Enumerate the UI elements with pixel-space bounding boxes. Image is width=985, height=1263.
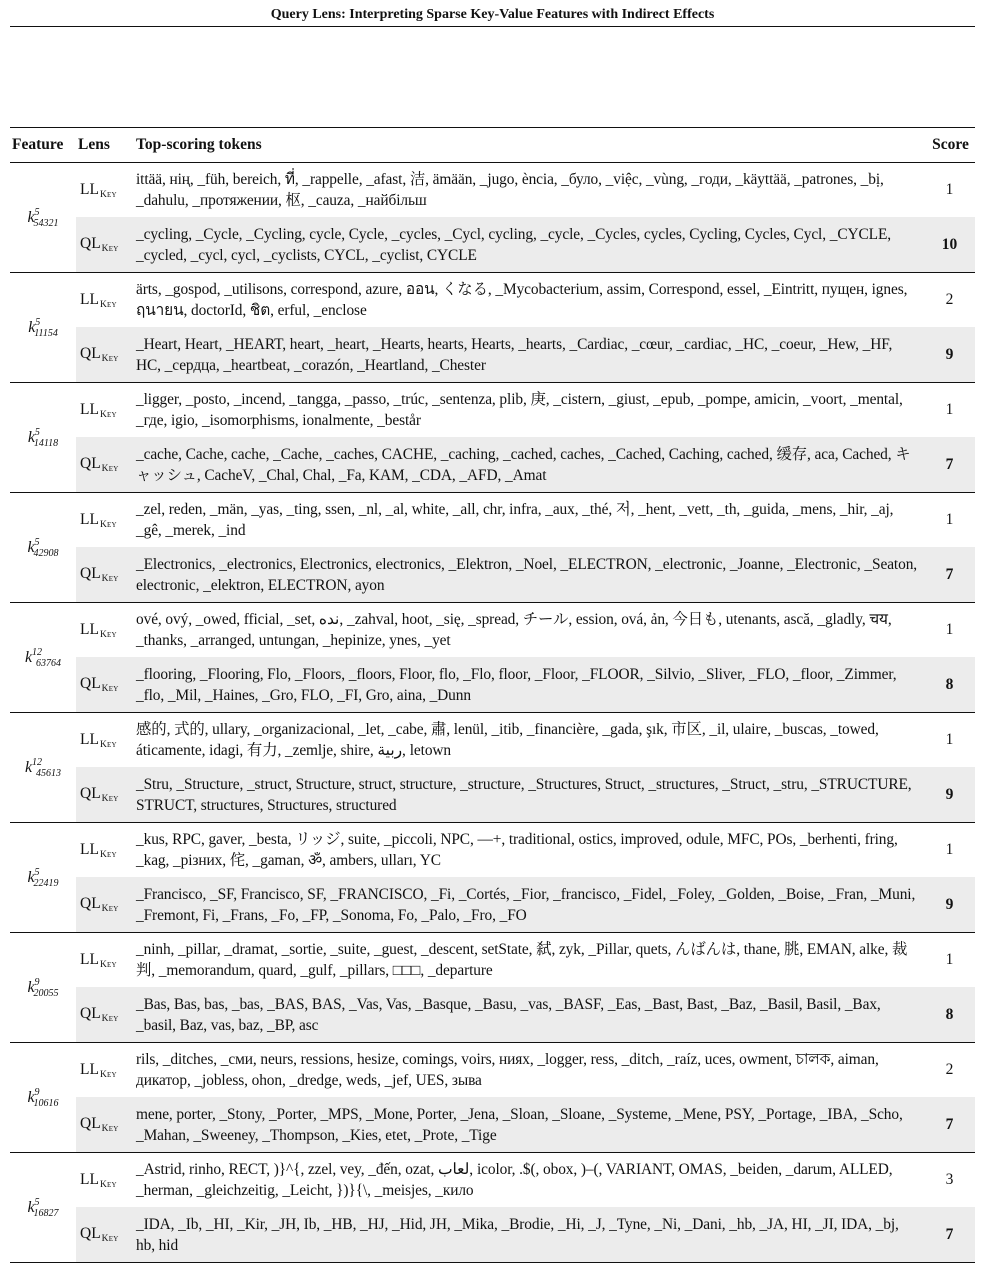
ll-tokens: _kus, RPC, gaver, _besta, リッジ, suite, _piccoli, NPC, —+, traditional, ostics, improved, odule, MFC, POs, _berhenti, fring, _kag, _різних, 侘, _gaman, ॐ, ambers, ulları, YC [136, 831, 898, 869]
lens-base: QL [80, 675, 101, 692]
lens-ql [76, 767, 134, 823]
lens-sub: Key [99, 1179, 117, 1190]
feature-layer: 5 [34, 866, 40, 878]
ql-tokens: _Francisco, _SF, Francisco, SF, _FRANCISCO, _Fi, _Cortés, _Fior, _francisco, _Fidel, _Foley, _Golden, _Boise, _Fran, _Muni, _Fremont, Fi, _Frans, _Fo, _FP, _Sonoma, Fo, _Palo, _Fro, _FO [134, 877, 924, 933]
lens-ll [76, 493, 134, 548]
lens-sub: Key [99, 1069, 117, 1080]
lens-sub: Key [101, 354, 119, 364]
table-row [10, 163, 975, 218]
ll-tokens: _zel, reden, _män, _yas, _ting, ssen, _nl, _al, white, _all, chr, infra, _aux, _thé, 저, _hent, _vett, _th, _guida, _mens, _hir, _aj, _gê, _merek, _ind [136, 501, 894, 539]
ql-score: 9 [924, 877, 975, 933]
ql-tokens: _Bas, Bas, bas, _bas, _BAS, BAS, _Vas, Vas, _Basque, _Basu, _vas, _BASF, _Eas, _Bast, Bast, _Baz, _Basil, Basil, _Bax, _basil, Baz, vas, baz, _BP, asc [134, 987, 924, 1043]
ll-score: 2 [945, 1061, 954, 1078]
lens-base: LL [80, 180, 99, 198]
table-row [10, 1097, 975, 1153]
feature-layer: 9 [34, 1086, 40, 1098]
ql-score: 9 [924, 327, 975, 383]
lens-base: QL [80, 345, 101, 362]
lens-ql [76, 657, 134, 713]
lens-sub: Key [99, 519, 117, 530]
lens-sub: Key [99, 849, 117, 860]
lens-ql [76, 877, 134, 933]
lens-base: QL [80, 565, 101, 582]
lens-base: LL [80, 620, 99, 638]
ll-tokens: _ligger, _posto, _incend, _tangga, _passo, _trúc, _sentenza, plib, 庚, _cistern, _giust, _epub, _pompe, amicin, _voort, _mental, _где, igio, _isomorphisms, ionalmente, _består [136, 391, 903, 429]
feature-layer: 12 [32, 756, 43, 768]
lens-base: QL [80, 455, 101, 472]
ll-tokens: _ninh, _pillar, _dramat, _sortie, _suite, _guest, _descent, setState, 弑, zyk, _Pillar, quets, んばんは, thane, 朓, EMAN, alke, 裁判, _memorandum, quard, _gulf, _pillars, □□□, _departure [136, 941, 908, 979]
lens-ll [76, 1043, 134, 1098]
ll-score: 3 [945, 1171, 954, 1188]
table-row [10, 1153, 975, 1208]
lens-ql [76, 987, 134, 1043]
feature-id [10, 273, 76, 383]
lens-sub: Key [99, 189, 117, 200]
header-rule [10, 26, 975, 27]
feature-base: k [27, 978, 35, 996]
table-row [10, 493, 975, 548]
lens-base: QL [80, 1005, 101, 1022]
lens-ll [76, 1153, 134, 1208]
table-row [10, 767, 975, 823]
lens-base: LL [80, 950, 99, 968]
feature-base: k [27, 1198, 35, 1216]
header-score: Score [932, 136, 969, 153]
feature-layer: 5 [35, 316, 41, 328]
lens-base: LL [80, 400, 99, 418]
lens-base: LL [80, 1170, 99, 1188]
feature-base: k [27, 428, 35, 446]
table-row [10, 713, 975, 768]
ql-tokens: mene, porter, _Stony, _Porter, _MPS, _Mone, Porter, _Jena, _Sloan, _Sloane, _Systeme, _Mene, PSY, _Portage, _IBA, _Scho, _Mahan, _Sweeney, _Thompson, _Kies, etet, _Prote, _Tige [134, 1097, 924, 1153]
table-row [10, 1043, 975, 1098]
feature-id [10, 603, 76, 713]
feature-index: 45613 [36, 767, 62, 779]
feature-layer: 5 [34, 426, 40, 438]
feature-base: k [28, 318, 36, 336]
feature-id [10, 1043, 76, 1153]
ql-score: 7 [924, 437, 975, 493]
ql-score: 8 [924, 987, 975, 1043]
lens-base: LL [80, 730, 99, 748]
lens-sub: Key [101, 244, 119, 254]
feature-base: k [24, 758, 33, 776]
header-tokens: Top-scoring tokens [136, 136, 262, 153]
lens-base: QL [80, 1115, 101, 1132]
ll-score: 1 [945, 841, 954, 858]
feature-index: 14118 [33, 437, 59, 449]
lens-sub: Key [99, 629, 117, 640]
table-row [10, 217, 975, 273]
feature-layer: 5 [34, 1196, 40, 1208]
ql-tokens: _cycling, _Cycle, _Cycling, cycle, Cycle, _cycles, _Cycl, cycling, _cycle, _Cycles, cycles, Cycling, Cycles, Cycl, _CYCLE, _cycled, _cycl, cycl, _cyclists, CYCL, _cyclist, CYCLE [134, 217, 924, 273]
ql-score: 10 [924, 217, 975, 273]
lens-ll [76, 933, 134, 988]
ql-tokens: _flooring, _Flooring, Flo, _Floors, _floors, Floor, flo, _Flo, floor, _Floor, _FLOOR, _Silvio, _Sliver, _FLO, _floor, _Zimmer, _flo, _Mil, _Haines, _Gro, FLO, _FI, Gro, aina, _Dunn [134, 657, 924, 713]
table-row [10, 273, 975, 328]
feature-id [10, 383, 76, 493]
ql-tokens: _Stru, _Structure, _struct, Structure, struct, structure, _structure, _Structures, Struct, _structures, _Struct, _stru, _STRUCTURE, STRUCT, structures, Structures, structured [134, 767, 924, 823]
lens-base: LL [80, 1060, 99, 1078]
feature-index: 20055 [33, 987, 59, 999]
lens-base: QL [80, 785, 101, 802]
feature-base: k [27, 208, 35, 226]
feature-layer: 5 [34, 206, 40, 218]
feature-id [10, 933, 76, 1043]
table-header-row [10, 128, 975, 163]
lens-ql [76, 1207, 134, 1263]
table-row [10, 327, 975, 383]
header-feature: Feature [12, 136, 64, 153]
ql-score: 9 [924, 767, 975, 823]
ll-score: 2 [945, 291, 954, 308]
feature-index: 22419 [33, 877, 59, 889]
ll-tokens: ittää, нің, _füh, bereich, ที่, _rappelle, _afast, 洁, ämään, _jugo, ència, _було, _việc, _vùng, _годи, _käyttää, _patrones, _bị, _dahulu, _протяжении, 枢, _cauza, _найбільш [136, 171, 884, 209]
lens-sub: Key [101, 794, 119, 804]
table-row [10, 437, 975, 493]
lens-sub: Key [101, 904, 119, 914]
feature-index: 10616 [33, 1097, 59, 1109]
ql-score: 8 [924, 657, 975, 713]
lens-base: QL [80, 895, 101, 912]
lens-sub: Key [99, 959, 117, 970]
ll-tokens: ové, ový, _owed, fficial, _set, ندە, _zahval, hoot, _się, _spread, チール, ession, ová, ản, 今日も, utenants, ască, _gladly, चय, _thanks, _arranged, untungan, _hepinize, ynes, _yet [136, 611, 892, 649]
lens-ql [76, 327, 134, 383]
table-row [10, 933, 975, 988]
header-lens: Lens [78, 136, 110, 153]
feature-base: k [24, 648, 33, 666]
table-row [10, 823, 975, 878]
ql-score: 7 [924, 1207, 975, 1263]
feature-id [10, 1153, 76, 1263]
ll-score: 1 [945, 621, 954, 638]
ql-tokens: _Electronics, _electronics, Electronics, electronics, _Elektron, _Noel, _ELECTRON, _electronic, _Joanne, _Electronic, _Seaton, electronic, _elektron, ELECTRON, ayon [134, 547, 924, 603]
lens-base: LL [80, 290, 99, 308]
feature-id [10, 493, 76, 603]
table-row [10, 383, 975, 438]
feature-base: k [27, 538, 35, 556]
ll-tokens: rils, _ditches, _сми, neurs, ressions, hesize, comings, voirs, ниях, _logger, ress, _ditch, _raíz, uces, owment, চালক, aiman, дикатор, _jobless, ohon, _dredge, weds, _jef, UES, зыва [136, 1051, 879, 1089]
lens-sub: Key [101, 574, 119, 584]
table-row [10, 603, 975, 658]
lens-ll [76, 383, 134, 438]
lens-sub: Key [99, 299, 117, 310]
lens-ql [76, 547, 134, 603]
ll-score: 1 [945, 401, 954, 418]
lens-sub: Key [101, 1234, 119, 1244]
feature-base: k [27, 868, 35, 886]
ql-score: 7 [924, 1097, 975, 1153]
lens-sub: Key [101, 1014, 119, 1024]
lens-base: LL [80, 510, 99, 528]
lens-ll [76, 823, 134, 878]
lens-sub: Key [99, 739, 117, 750]
table-body [10, 163, 975, 1263]
lens-sub: Key [101, 1124, 119, 1134]
ll-tokens: ärts, _gospod, _utilisons, correspond, azure, ออน, くなる, _Mycobacterium, assim, Correspond, essel, _Eintritt, пущен, ignes, ฤนายน, doctorId, ชิต, erful, _enclose [136, 281, 908, 319]
ql-tokens: _cache, Cache, cache, _Cache, _caches, CACHE, _caching, _cached, caches, _Cached, Caching, cached, 缓存, aca, Cached, キャッシュ, CacheV, _Chal, Chal, _Fa, KAM, _CDA, _AFD, _Amat [134, 437, 924, 493]
lens-base: QL [80, 1225, 101, 1242]
lens-sub: Key [101, 684, 119, 694]
ql-tokens: _Heart, Heart, _HEART, heart, _heart, _Hearts, hearts, Hearts, _hearts, _Cardiac, _cœur, _cardiac, _HC, _coeur, _Hew, _HF, HC, _сердца, _heartbeat, _corazón, _Heartland, _Chester [134, 327, 924, 383]
table-row [10, 987, 975, 1043]
table-row [10, 1207, 975, 1263]
lens-base: LL [80, 840, 99, 858]
ll-score: 1 [945, 511, 954, 528]
feature-index: 42908 [33, 547, 59, 559]
table-row [10, 657, 975, 713]
feature-id [10, 823, 76, 933]
lens-sub: Key [101, 464, 119, 474]
lens-ll [76, 273, 134, 328]
feature-layer: 12 [32, 646, 43, 658]
running-head: Query Lens: Interpreting Sparse Key-Value Features with Indirect Effects [270, 7, 715, 22]
feature-index: 16827 [33, 1207, 59, 1219]
feature-index: 54321 [33, 217, 59, 229]
ll-score: 1 [945, 731, 954, 748]
lens-base: QL [80, 235, 101, 252]
ql-tokens: _IDA, _Ib, _HI, _Kir, _JH, Ib, _HB, _HJ, _Hid, JH, _Mika, _Brodie, _Hi, _J, _Tyne, _Ni, _Dani, _hb, _JA, HI, _JI, IDA, _bj, hb, hid [134, 1207, 924, 1263]
feature-base: k [27, 1088, 35, 1106]
lens-ll [76, 603, 134, 658]
feature-layer: 9 [34, 976, 40, 988]
lens-ql [76, 1097, 134, 1153]
feature-id [10, 163, 76, 273]
lens-ll [76, 163, 134, 218]
feature-index: 11154 [34, 327, 58, 339]
table-row [10, 547, 975, 603]
feature-id [10, 713, 76, 823]
feature-layer: 5 [34, 536, 40, 548]
lens-ll [76, 713, 134, 768]
ll-tokens: _Astrid, rinho, RECT, )}^{, zzel, vey, _đến, ozat, لعاب, icolor, .$(, obox, )–(, VARIANT, OMAS, _beiden, _darum, ALLED, _herman, _gleichzeitig, _Leicht, })}{\, _meisjes, _кило [136, 1161, 893, 1199]
ql-score: 7 [924, 547, 975, 603]
lens-ql [76, 217, 134, 273]
ll-score: 1 [945, 951, 954, 968]
lens-table [10, 127, 975, 1263]
table-row [10, 877, 975, 933]
lens-sub: Key [99, 409, 117, 420]
ll-score: 1 [945, 181, 954, 198]
feature-index: 63764 [36, 657, 62, 669]
ll-tokens: 感的, 式的, ullary, _organizacional, _let, _cabe, 肅, lenül, _itib, _financière, _gada, şık, 市区, _il, ulaire, _buscas, _towed, áticamente, idagi, 有力, _zemlje, shire, ربية, letown [136, 721, 879, 759]
lens-ql [76, 437, 134, 493]
